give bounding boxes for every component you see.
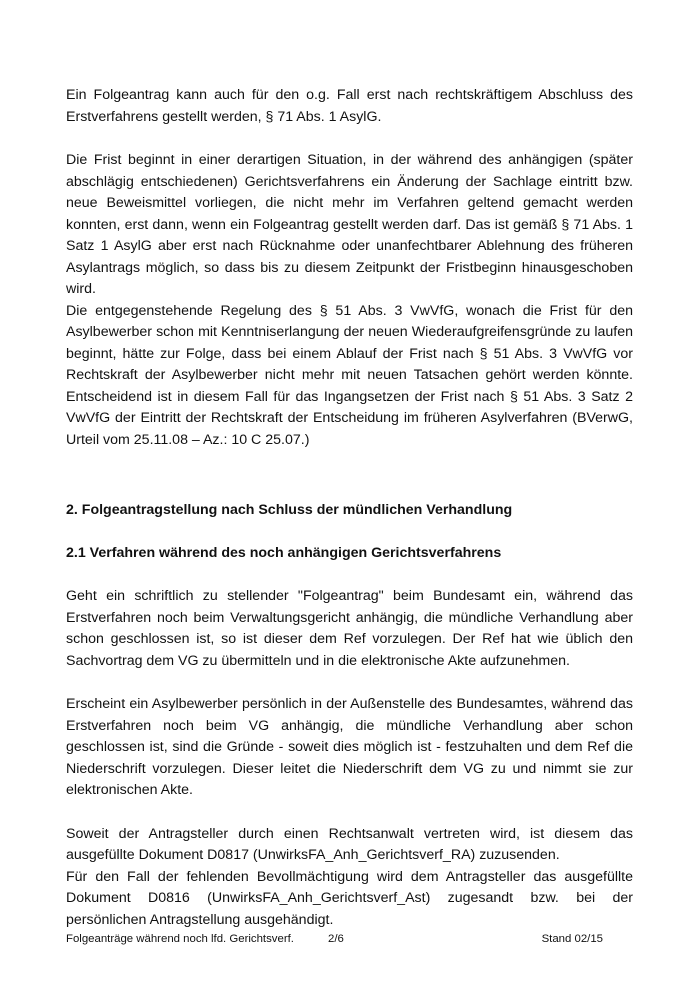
footer-title: Folgeanträge während noch lfd. Gerichtsverf. bbox=[66, 933, 294, 945]
footer-page-number: 2/6 bbox=[328, 933, 344, 945]
paragraph-rechtsanwalt: Soweit der Antragsteller durch einen Rechtsanwalt vertreten wird, ist diesem das ausgefüllte Dokument D0817 (UnwirksFA_Anh_Gerichtsverf_RA) zuzusenden. bbox=[66, 825, 633, 863]
section-heading: 2. Folgeantragstellung nach Schluss der mündlichen Verhandlung bbox=[66, 502, 513, 518]
paragraph-folgeantrag-hinweis: Ein Folgeantrag kann auch für den o.g. Fall erst nach rechtskräftigem Abschluss des Erstverfahrens gestellt werden, § 71 Abs. 1 AsylG. bbox=[66, 87, 633, 125]
subsection-heading: 2.1 Verfahren während des noch anhängigen Gerichtsverfahrens bbox=[66, 544, 502, 561]
paragraph-schriftlicher-folgeantrag: Geht ein schriftlich zu stellender "Folgeantrag" beim Bundesamt ein, während das Erstverfahren noch beim Verwaltungsgericht anhängig, die mündliche Verhandlung aber schon geschlossen ist, so ist dieser dem Ref vorzulegen. Der Ref hat wie üblich den Sachvortrag dem VG zu übermitteln und in die elektronische Akte aufzunehmen. bbox=[66, 588, 633, 669]
footer-stand: Stand 02/15 bbox=[541, 933, 603, 945]
paragraph-persoenliches-erscheinen: Erscheint ein Asylbewerber persönlich in der Außenstelle des Bundesamtes, während das Erstverfahren noch beim VG anhängig, die mündliche Verhandlung aber schon geschlossen ist, sind die Gründe - soweit dies möglich ist - festzuhalten und dem Ref die Niederschrift vorzulegen. Dieser leitet die Niederschrift dem VG zu und nimmt sie zur elektronischen Akte. bbox=[66, 696, 633, 798]
paragraph-fehlende-bevollmaechtigung: Für den Fall der fehlenden Bevollmächtigung wird dem Antragsteller das ausgefüllte Dokument D0816 (UnwirksFA_Anh_Gerichtsverf_Ast) zugesandt bzw. bei der persönlichen Antragstellung ausgehändigt. bbox=[66, 868, 633, 928]
document-page bbox=[66, 85, 633, 931]
paragraph-fristbeginn: Die Frist beginnt in einer derartigen Situation, in der während des anhängigen (später abschlägig entschiedenen) Gerichtsverfahrens ein Änderung der Sachlage eintritt bzw. neue Beweismittel vorliegen, die nicht mehr im Verfahren geltend gemacht werden konnten, erst dann, wenn ein Folgeantrag gestellt werden darf. Das ist gemäß § 71 Abs. 1 Satz 1 AsylG aber erst nach Rücknahme oder unanfechtbarer Ablehnung des früheren Asylantrags möglich, so dass bis zu diesem Zeitpunkt der Fristbeginn hinausgeschoben wird. bbox=[66, 152, 633, 297]
paragraph-entgegenstehende-regelung: Die entgegenstehende Regelung des § 51 Abs. 3 VwVfG, wonach die Frist für den Asylbewerber schon mit Kenntniserlangung der neuen Wiederaufgreifensgründe zu laufen beginnt, hätte zur Folge, dass bei einem Ablauf der Frist nach § 51 Abs. 3 VwVfG vor Rechtskraft der Asylbewerber nicht mehr mit neuen Tatsachen gehört werden könnte. Entscheidend ist in diesem Fall für das Ingangsetzen der Frist nach § 51 Abs. 3 Satz 2 VwVfG der Eintritt der Rechtskraft der Entscheidung im früheren Asylverfahren (BVerwG, Urteil vom 25.11.08 – Az.: 10 C 25.07.) bbox=[66, 302, 633, 448]
